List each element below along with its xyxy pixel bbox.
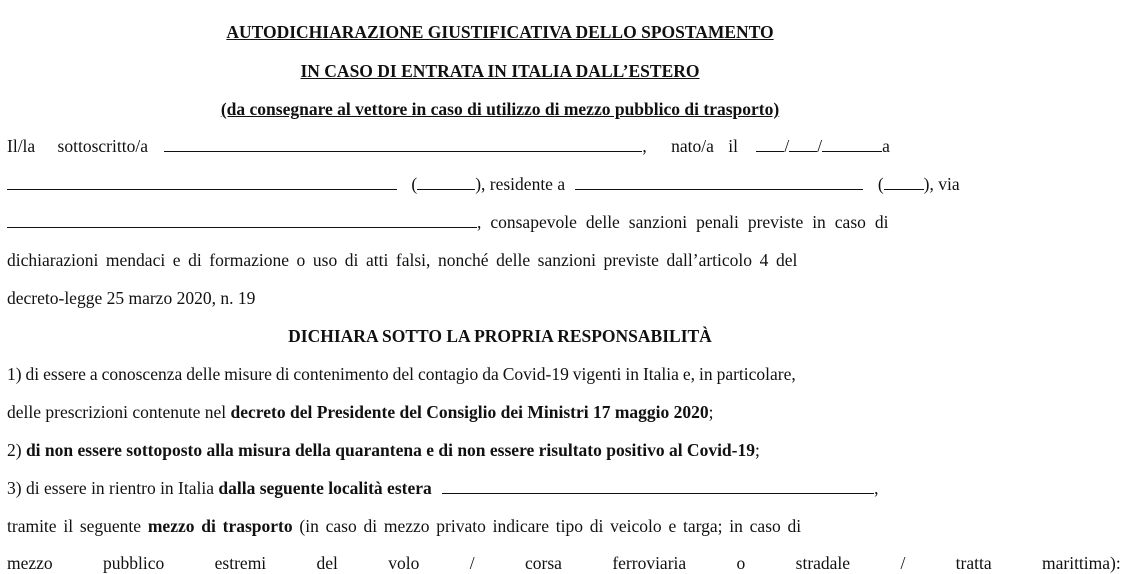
residence-province-field[interactable] xyxy=(884,174,924,190)
item-3-line-3: mezzo pubblico estremi del volo / corsa ferroviaria o stradale / tratta marittima): xyxy=(7,553,1121,573)
birth-month-field[interactable] xyxy=(789,136,817,152)
birth-place-field[interactable] xyxy=(7,174,397,190)
intro-line-2: ( ), residente a ( ), via xyxy=(7,173,986,195)
foreign-location-field[interactable] xyxy=(442,478,874,494)
dichiara-heading: DICHIARA SOTTO LA PROPRIA RESPONSABILITÀ xyxy=(288,326,712,346)
item-3-line-1: 3) di essere in rientro in Italia dalla seguente località estera , xyxy=(7,478,879,498)
name-field[interactable] xyxy=(164,136,642,152)
residence-city-field[interactable] xyxy=(575,174,863,190)
label-nato: nato/a il xyxy=(671,136,738,156)
intro-line-4: dichiarazioni mendaci e di formazione o uso di atti falsi, nonché delle sanzioni previste dall’articolo 4 del xyxy=(7,250,798,270)
birth-year-field[interactable] xyxy=(822,136,882,152)
item-3-line-2: tramite il seguente mezzo di trasporto (in caso di mezzo privato indicare tipo di veicolo e targa; in caso di xyxy=(7,516,802,536)
intro-line-1: Il/la sottoscritto/a , nato/a il / / a xyxy=(7,136,890,156)
title-line-3: (da consegnare al vettore in caso di utilizzo di mezzo pubblico di trasporto) xyxy=(220,99,780,119)
intro-line-5: decreto-legge 25 marzo 2020, n. 19 xyxy=(7,288,256,308)
item-1-line-2: delle prescrizioni contenute nel decreto del Presidente del Consiglio dei Ministri 17 maggio 2020; xyxy=(7,402,714,422)
item-1-line-1: 1) di essere a conoscenza delle misure di contenimento del contagio da Covid-19 vigenti in Italia e, in particolare, xyxy=(7,364,796,384)
item-2-line: 2) di non essere sottoposto alla misura della quarantena e di non essere risultato positivo al Covid-19; xyxy=(7,440,760,460)
label-sottoscritto: Il/la sottoscritto/a xyxy=(7,136,148,156)
title-line-1: AUTODICHIARAZIONE GIUSTIFICATIVA DELLO SPOSTAMENTO xyxy=(226,22,774,42)
intro-line-3: , consapevole delle sanzioni penali previste in caso di xyxy=(7,211,986,233)
street-field[interactable] xyxy=(7,212,477,228)
title-line-2: IN CASO DI ENTRATA IN ITALIA DALL’ESTERO xyxy=(300,61,700,81)
birth-day-field[interactable] xyxy=(756,136,784,152)
birth-province-field[interactable] xyxy=(417,174,475,190)
